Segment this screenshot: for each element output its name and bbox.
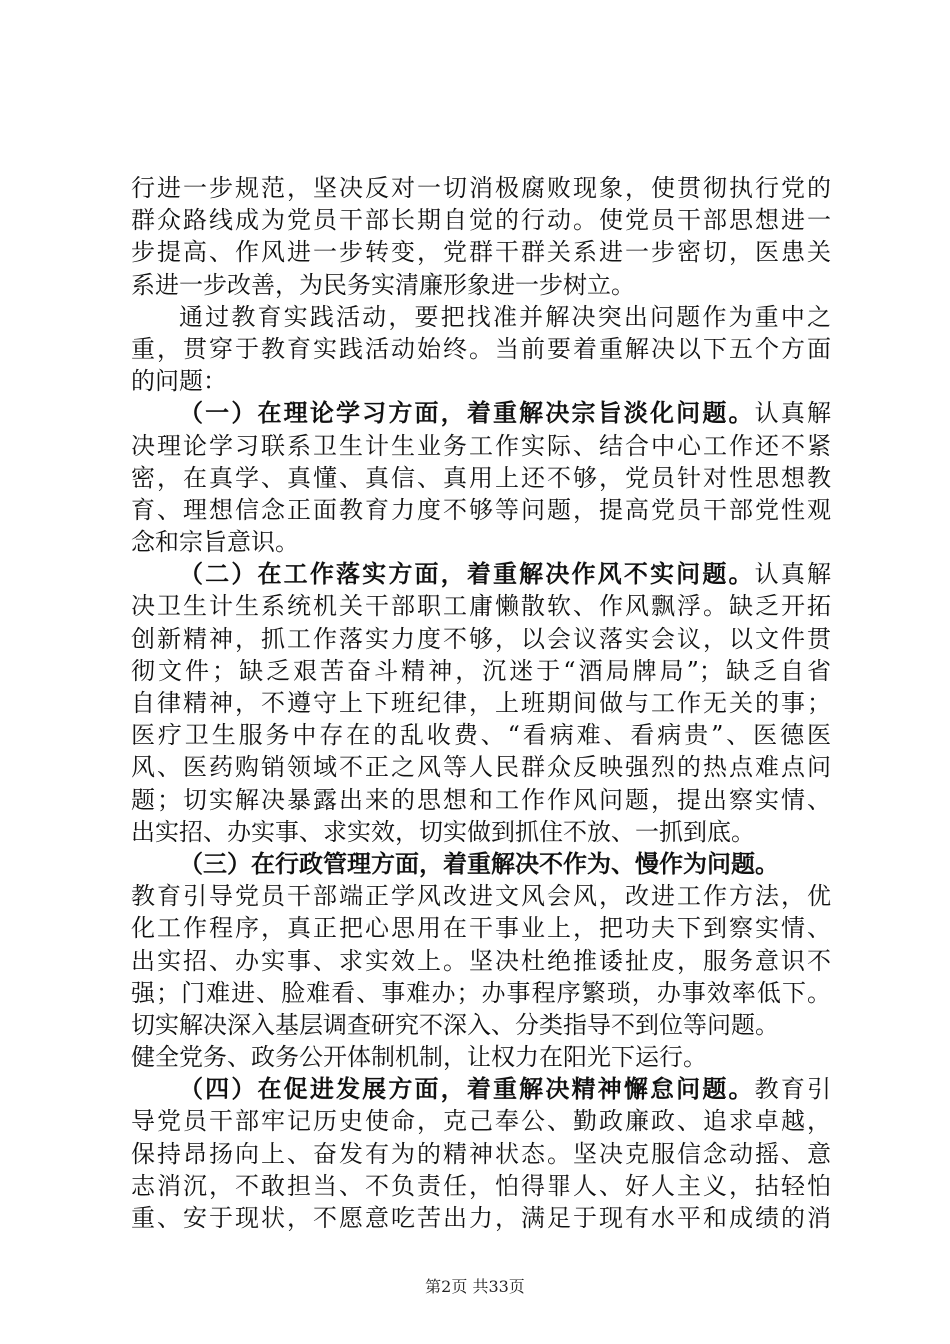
text-line: 化工作程序，真正把心思用在干事业上，把功夫下到察实情、 xyxy=(131,914,831,943)
text-line: 自律精神，不遵守上下班纪律，上班期间做与工作无关的事； xyxy=(131,689,831,717)
section-heading-line: （一）在理论学习方面，着重解决宗旨淡化问题。认真解 xyxy=(179,398,832,428)
text-line: 题；切实解决暴露出来的思想和工作作风问题，提出察实情、 xyxy=(131,785,831,814)
text-line: 彻文件；缺乏艰苦奋斗精神，沉迷于“酒局牌局”；缺乏自省 xyxy=(131,656,831,685)
section-heading: （一）在理论学习方面，着重解决宗旨淡化问题。 xyxy=(179,398,755,428)
text-line: 通过教育实践活动，要把找准并解决突出问题作为重中之 xyxy=(179,302,831,331)
text-line: 育、理想信念正面教育力度不够等问题，提高党员干部党性观 xyxy=(131,495,831,524)
page-number-footer: 第2页 共33页 xyxy=(425,1277,525,1296)
text-line: 念和宗旨意识。 xyxy=(131,528,299,557)
text-line: 风、医药购销领域不正之风等人民群众反映强烈的热点难点问 xyxy=(131,753,831,782)
section-heading: （二）在工作落实方面，着重解决作风不实问题。 xyxy=(179,559,755,589)
section-heading-line: （二）在工作落实方面，着重解决作风不实问题。认真解 xyxy=(179,559,832,589)
section-heading-line: （四）在促进发展方面，着重解决精神懈怠问题。教育引 xyxy=(179,1074,832,1104)
section-heading: （三）在行政管理方面，着重解决不作为、慢作为问题。 xyxy=(179,848,779,878)
text-line: 系进一步改善，为民务实清廉形象进一步树立。 xyxy=(131,270,635,299)
text-line: 重，贯穿于教育实践活动始终。当前要着重解决以下五个方面 xyxy=(131,334,831,363)
text-line: 群众路线成为党员干部长期自觉的行动。使党员干部思想进一 xyxy=(131,206,831,235)
text-line: 重、安于现状，不愿意吃苦出力，满足于现有水平和成绩的消 xyxy=(131,1204,831,1232)
text-line: 志消沉，不敢担当、不负责任，怕得罪人、好人主义，拈轻怕 xyxy=(131,1171,831,1200)
text-line: 的问题： xyxy=(131,367,227,396)
text-line: 出实招、办实事、求实效上。坚决杜绝推诿扯皮，服务意识不 xyxy=(131,946,831,975)
text-line: 强；门难进、脸难看、事难办；办事程序繁琐，办事效率低下。 xyxy=(131,978,831,1007)
text-line: 决卫生计生系统机关干部职工庸懒散软、作风飘浮。缺乏开拓 xyxy=(131,592,831,621)
text-line: 决理论学习联系卫生计生业务工作实际、结合中心工作还不紧 xyxy=(131,431,831,460)
text-line: 密，在真学、真懂、真信、真用上还不够，党员针对性思想教 xyxy=(131,463,831,492)
section-heading: （四）在促进发展方面，着重解决精神懈怠问题。 xyxy=(179,1074,755,1104)
text-line: 导党员干部牢记历史使命，克己奉公、勤政廉政、追求卓越， xyxy=(131,1107,831,1136)
document-body xyxy=(131,172,831,1234)
text-line: 行进一步规范，坚决反对一切消极腐败现象，使贯彻执行党的 xyxy=(131,174,831,202)
text-line: 出实招、办实事、求实效，切实做到抓住不放、一抓到底。 xyxy=(131,817,755,846)
section-heading-line xyxy=(131,848,831,880)
text-line: 教育引导党员干部端正学风改进文风会风，改进工作方法，优 xyxy=(131,882,831,911)
text-line: 保持昂扬向上、奋发有为的精神状态。坚决克服信念动摇、意 xyxy=(131,1139,831,1168)
text-line: 健全党务、政务公开体制机制，让权力在阳光下运行。 xyxy=(131,1043,707,1072)
text-line: 步提高、作风进一步转变，党群干群关系进一步密切，医患关 xyxy=(131,238,831,267)
text-line: 医疗卫生服务中存在的乱收费、“看病难、看病贵”、医德医 xyxy=(131,721,831,750)
text-line: 切实解决深入基层调查研究不深入、分类指导不到位等问题。 xyxy=(131,1010,779,1039)
text-line: 创新精神，抓工作落实力度不够，以会议落实会议，以文件贯 xyxy=(131,624,831,653)
